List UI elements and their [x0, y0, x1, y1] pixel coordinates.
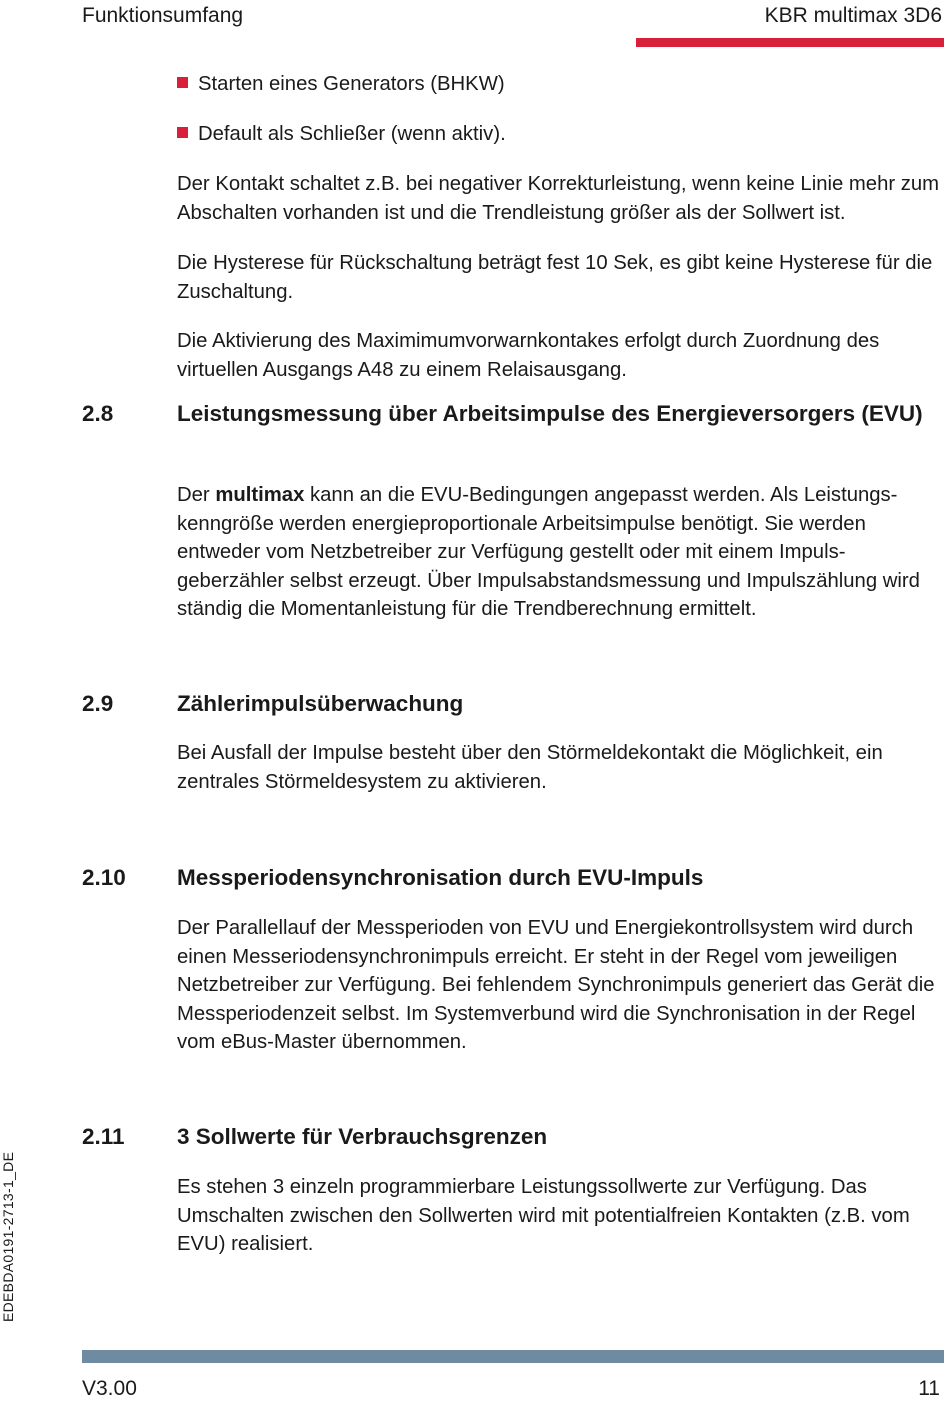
section-heading: Messperiodensynchronisation durch EVU-Impuls [177, 865, 704, 890]
footer-bar [82, 1350, 944, 1363]
section-heading: Zählerimpulsüberwachung [177, 691, 464, 716]
paragraph: Die Hysterese für Rückschaltung beträgt fest 10 Sek, es gibt keine Hysterese für die Zuschaltung. [177, 252, 933, 303]
paragraph: Der Kontakt schaltet z.B. bei negativer Korrekturleistung, wenn keine Linie mehr zum Abschalten vorhanden ist und die Trendleistung größer als der Sollwert ist. [177, 173, 940, 224]
section-number: 2.8 [82, 401, 114, 426]
bullet-square-icon [177, 127, 188, 138]
section-text: Der multimax kann an die EVU-Bedingungen angepasst werden. Als Leistungs-kenngröße werden energieproportionale Arbeitsimpulse benötigt. Sie werden entweder vom Netzbetreiber zur Verfügung gestellt oder mit einem Impuls-geberzähler selbst erzeugt. Über Impulsabstandsmessung und Impulszählung wird ständig die Momentanleistung für die Trendberechnung ermittelt. [177, 484, 920, 621]
product-name: multimax [215, 484, 305, 506]
section-text: Bei Ausfall der Impulse besteht über den Störmeldekontakt die Möglichkeit, ein zentrales Störmeldesystem zu aktivieren. [177, 742, 883, 793]
paragraph: Die Aktivierung des Maximimumvorwarnkontakes erfolgt durch Zuordnung des virtuellen Ausgangs A48 zu einem Relaisausgang. [177, 330, 880, 381]
bullet-item: Starten eines Generators (BHKW) [177, 70, 505, 98]
section-number: 2.10 [82, 865, 126, 890]
footer-version: V3.00 [82, 1377, 137, 1400]
section-text: Der Parallellauf der Messperioden von EVU und Energiekontrollsystem wird durch einen Messeriodensynchronimpuls erreicht. Er steht in der Regel vom jeweiligen Netzbetreiber zur Verfügung. Bei fehlendem Synchronimpuls generiert das Gerät die Messperiodenzeit selbst. Im Systemverbund wird die Synchronisation in der Regel vom eBus-Master übernommen. [177, 917, 935, 1054]
bullet-item: Default als Schließer (wenn aktiv). [177, 120, 506, 148]
footer-page-number: 11 [918, 1377, 940, 1400]
section-text: Es stehen 3 einzeln programmierbare Leistungssollwerte zur Verfügung. Das Umschalten zwischen den Sollwerten wird mit potentialfreien Kontakten (z.B. vom EVU) realisiert. [177, 1176, 910, 1256]
header-section-title: Funktionsumfang [82, 4, 244, 27]
document-id: EDEBDA0191-2713-1_DE [0, 1151, 16, 1322]
section-number: 2.11 [82, 1124, 125, 1149]
bullet-square-icon [177, 77, 188, 88]
section-heading: Leistungsmessung über Arbeitsimpulse des Energieversorgers (EVU) [177, 401, 923, 426]
header-accent-bar [636, 38, 944, 47]
section-number: 2.9 [82, 691, 114, 716]
header-product-title: KBR multimax 3D6 [764, 4, 942, 27]
section-heading: 3 Sollwerte für Verbrauchsgrenzen [177, 1124, 548, 1149]
